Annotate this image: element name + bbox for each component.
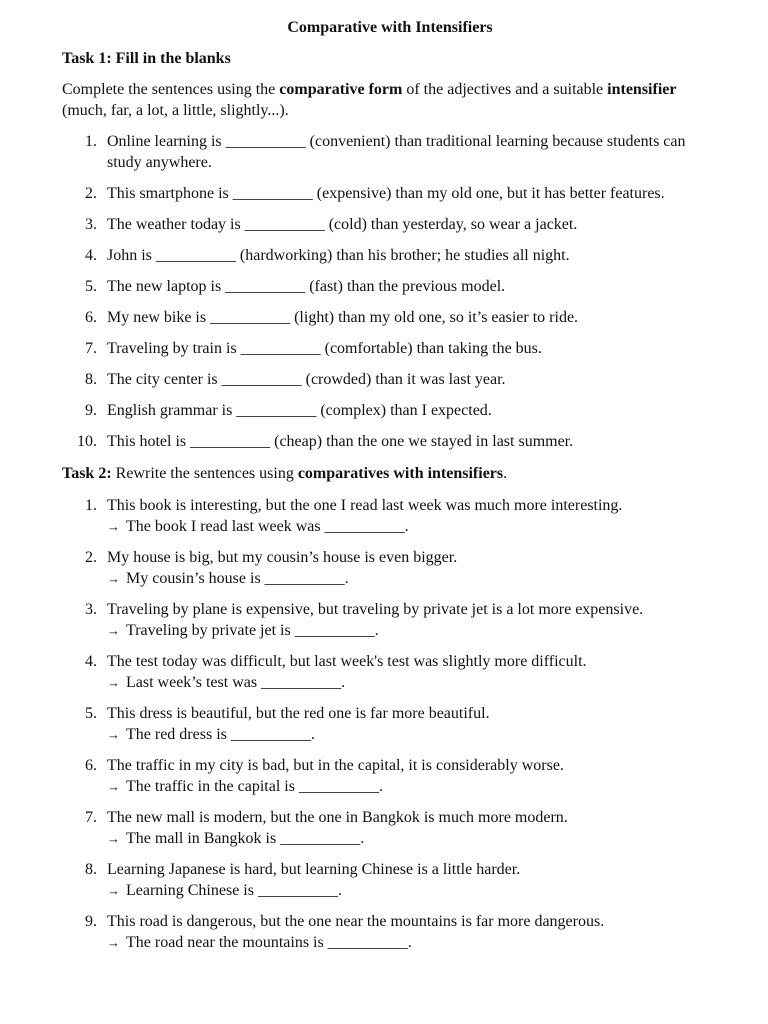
item-text: This dress is beautiful, but the red one is far more beautiful.	[107, 705, 490, 722]
task1-item	[62, 214, 712, 235]
item-number: 9.	[85, 402, 97, 419]
page-title: Comparative with Intensifiers	[287, 19, 493, 36]
rewrite-line	[107, 880, 712, 901]
intro-part: (much, far, a lot, a little, slightly...).	[62, 102, 289, 119]
task1-heading	[62, 48, 231, 69]
item-text: The new laptop is __________ (fast) than the previous model.	[107, 278, 506, 295]
item-number: 9.	[85, 913, 97, 930]
task2-item	[62, 859, 712, 901]
task2-item	[62, 807, 712, 849]
task1-item	[62, 338, 712, 359]
arrow-icon: →	[107, 883, 120, 898]
task1-item	[62, 131, 712, 173]
item-number: 3.	[85, 216, 97, 233]
task1-instructions	[62, 79, 722, 121]
item-text: John is __________ (hardworking) than his brother; he studies all night.	[107, 247, 570, 264]
arrow-icon: →	[107, 779, 120, 794]
rewrite-line	[107, 828, 712, 849]
item-number: 7.	[85, 809, 97, 826]
rewrite-text: The mall in Bangkok is __________.	[126, 830, 365, 847]
rewrite-line	[107, 516, 712, 537]
rewrite-text: Last week’s test was __________.	[126, 674, 346, 691]
arrow-icon: →	[107, 831, 120, 846]
rewrite-line	[107, 568, 712, 589]
task2-item	[62, 495, 712, 537]
rewrite-line	[107, 620, 712, 641]
item-text: This hotel is __________ (cheap) than the one we stayed in last summer.	[107, 433, 574, 450]
arrow-icon: →	[107, 675, 120, 690]
task2-item	[62, 547, 712, 589]
item-number: 6.	[85, 309, 97, 326]
task2-item	[62, 599, 712, 641]
task2-heading-part: Rewrite the sentences using	[111, 465, 298, 482]
item-number: 8.	[85, 861, 97, 878]
intro-emphasis: intensifier	[607, 81, 677, 98]
task1-item	[62, 431, 712, 452]
item-text: Learning Japanese is hard, but learning Chinese is a little harder.	[107, 861, 521, 878]
item-text: My new bike is __________ (light) than my old one, so it’s easier to ride.	[107, 309, 579, 326]
arrow-icon: →	[107, 519, 120, 534]
arrow-icon: →	[107, 623, 120, 638]
task1-item	[62, 245, 712, 266]
rewrite-text: The book I read last week was __________.	[126, 518, 409, 535]
item-text: The new mall is modern, but the one in Bangkok is much more modern.	[107, 809, 568, 826]
task2-heading	[62, 463, 507, 484]
item-text: English grammar is __________ (complex) than I expected.	[107, 402, 492, 419]
rewrite-text: The traffic in the capital is __________.	[126, 778, 383, 795]
rewrite-line	[107, 776, 712, 797]
rewrite-line	[107, 672, 712, 693]
item-number: 4.	[85, 247, 97, 264]
task1-heading-text: Task 1: Fill in the blanks	[62, 50, 231, 67]
item-number: 1.	[85, 497, 97, 514]
item-text: Online learning is __________ (convenient) than traditional learning because students can study anywhere.	[107, 133, 686, 171]
task1-item	[62, 183, 712, 204]
task2-list	[62, 495, 712, 963]
task1-item	[62, 307, 712, 328]
item-text: The traffic in my city is bad, but in the capital, it is considerably worse.	[107, 757, 564, 774]
task1-item	[62, 400, 712, 421]
rewrite-text: Traveling by private jet is __________.	[126, 622, 379, 639]
arrow-icon: →	[107, 935, 120, 950]
rewrite-text: My cousin’s house is __________.	[126, 570, 349, 587]
item-number: 5.	[85, 278, 97, 295]
item-number: 7.	[85, 340, 97, 357]
task2-heading-part: .	[503, 465, 508, 482]
task1-list	[62, 131, 712, 462]
item-number: 6.	[85, 757, 97, 774]
task2-heading-label: Task 2:	[62, 465, 112, 482]
item-text: This road is dangerous, but the one near the mountains is far more dangerous.	[107, 913, 605, 930]
item-number: 3.	[85, 601, 97, 618]
item-number: 8.	[85, 371, 97, 388]
item-number: 2.	[85, 185, 97, 202]
item-number: 4.	[85, 653, 97, 670]
arrow-icon: →	[107, 571, 120, 586]
task2-heading-emphasis: comparatives with intensifiers	[297, 465, 504, 482]
rewrite-line	[107, 932, 712, 953]
rewrite-line	[107, 724, 712, 745]
task2-item	[62, 703, 712, 745]
rewrite-text: Learning Chinese is __________.	[126, 882, 342, 899]
task2-item	[62, 651, 712, 693]
intro-part: of the adjectives and a suitable	[402, 81, 608, 98]
item-number: 1.	[85, 133, 97, 150]
item-number: 2.	[85, 549, 97, 566]
arrow-icon: →	[107, 727, 120, 742]
item-number: 10.	[77, 433, 97, 450]
rewrite-text: The road near the mountains is __________.	[126, 934, 412, 951]
task1-item	[62, 276, 712, 297]
rewrite-text: The red dress is __________.	[126, 726, 315, 743]
item-text: The city center is __________ (crowded) than it was last year.	[107, 371, 506, 388]
item-number: 5.	[85, 705, 97, 722]
task2-item	[62, 755, 712, 797]
item-text: Traveling by plane is expensive, but traveling by private jet is a lot more expensive.	[107, 601, 644, 618]
item-text: The test today was difficult, but last week's test was slightly more difficult.	[107, 653, 587, 670]
item-text: Traveling by train is __________ (comfortable) than taking the bus.	[107, 340, 542, 357]
task2-item	[62, 911, 712, 953]
item-text: This smartphone is __________ (expensive) than my old one, but it has better features.	[107, 185, 665, 202]
item-text: My house is big, but my cousin’s house is even bigger.	[107, 549, 458, 566]
item-text: The weather today is __________ (cold) than yesterday, so wear a jacket.	[107, 216, 578, 233]
task1-item	[62, 369, 712, 390]
intro-emphasis: comparative form	[279, 81, 403, 98]
intro-part: Complete the sentences using the	[62, 81, 280, 98]
item-text: This book is interesting, but the one I read last week was much more interesting.	[107, 497, 623, 514]
